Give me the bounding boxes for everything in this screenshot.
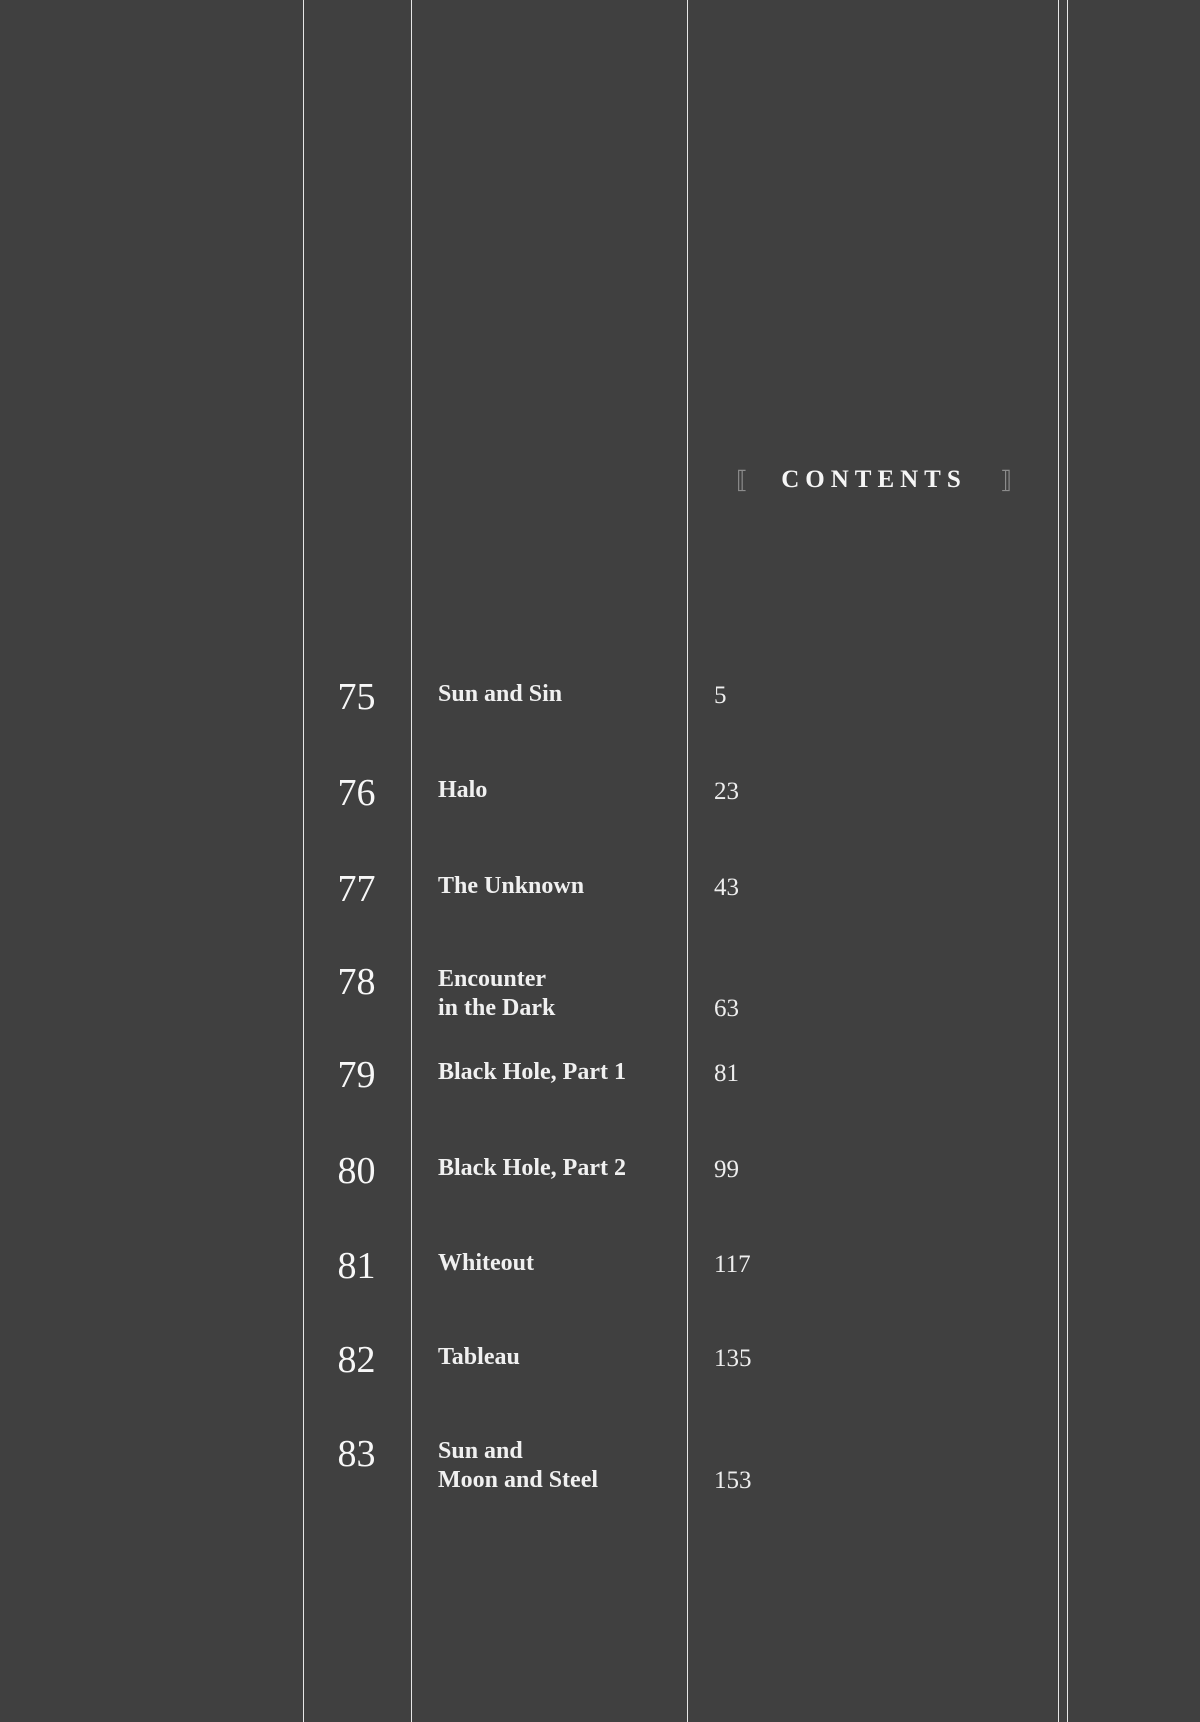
chapter-title: Sun and Sin bbox=[438, 681, 563, 707]
chapter-number: 78 bbox=[337, 961, 376, 1003]
chapter-number: 80 bbox=[337, 1150, 376, 1192]
chapter-title: Black Hole, Part 2 bbox=[438, 1155, 626, 1181]
chapter-page: 63 bbox=[714, 995, 739, 1022]
chapter-page: 117 bbox=[714, 1251, 751, 1278]
chapter-number: 76 bbox=[337, 772, 376, 814]
column-rule-5 bbox=[1067, 0, 1068, 1722]
chapter-page: 23 bbox=[714, 778, 739, 805]
chapter-page: 153 bbox=[714, 1467, 752, 1494]
contents-heading bbox=[736, 462, 1012, 498]
chapter-page: 135 bbox=[714, 1345, 752, 1372]
chapter-number: 81 bbox=[337, 1245, 376, 1287]
chapter-page: 43 bbox=[714, 874, 739, 901]
chapter-title: Black Hole, Part 1 bbox=[438, 1059, 626, 1085]
chapter-page: 5 bbox=[714, 682, 727, 709]
chapter-page: 81 bbox=[714, 1060, 739, 1087]
chapter-title: The Unknown bbox=[438, 873, 585, 899]
chapter-number: 79 bbox=[337, 1054, 376, 1096]
chapter-title: Sun and Moon and Steel bbox=[438, 1438, 599, 1493]
page-title: CONTENTS bbox=[781, 466, 967, 493]
chapter-title: Encounter in the Dark bbox=[438, 966, 556, 1021]
right-bracket-ornament: ⟧ bbox=[1000, 466, 1012, 494]
chapter-number: 83 bbox=[337, 1433, 376, 1475]
chapter-number: 75 bbox=[337, 676, 376, 718]
chapter-title: Whiteout bbox=[438, 1250, 534, 1276]
chapter-title: Tableau bbox=[438, 1344, 520, 1370]
chapter-title: Halo bbox=[438, 777, 488, 803]
chapter-page: 99 bbox=[714, 1156, 739, 1183]
left-bracket-ornament: ⟦ bbox=[736, 466, 748, 494]
chapter-number: 77 bbox=[337, 868, 376, 910]
chapter-number: 82 bbox=[337, 1339, 376, 1381]
column-rule-4 bbox=[1058, 0, 1059, 1722]
